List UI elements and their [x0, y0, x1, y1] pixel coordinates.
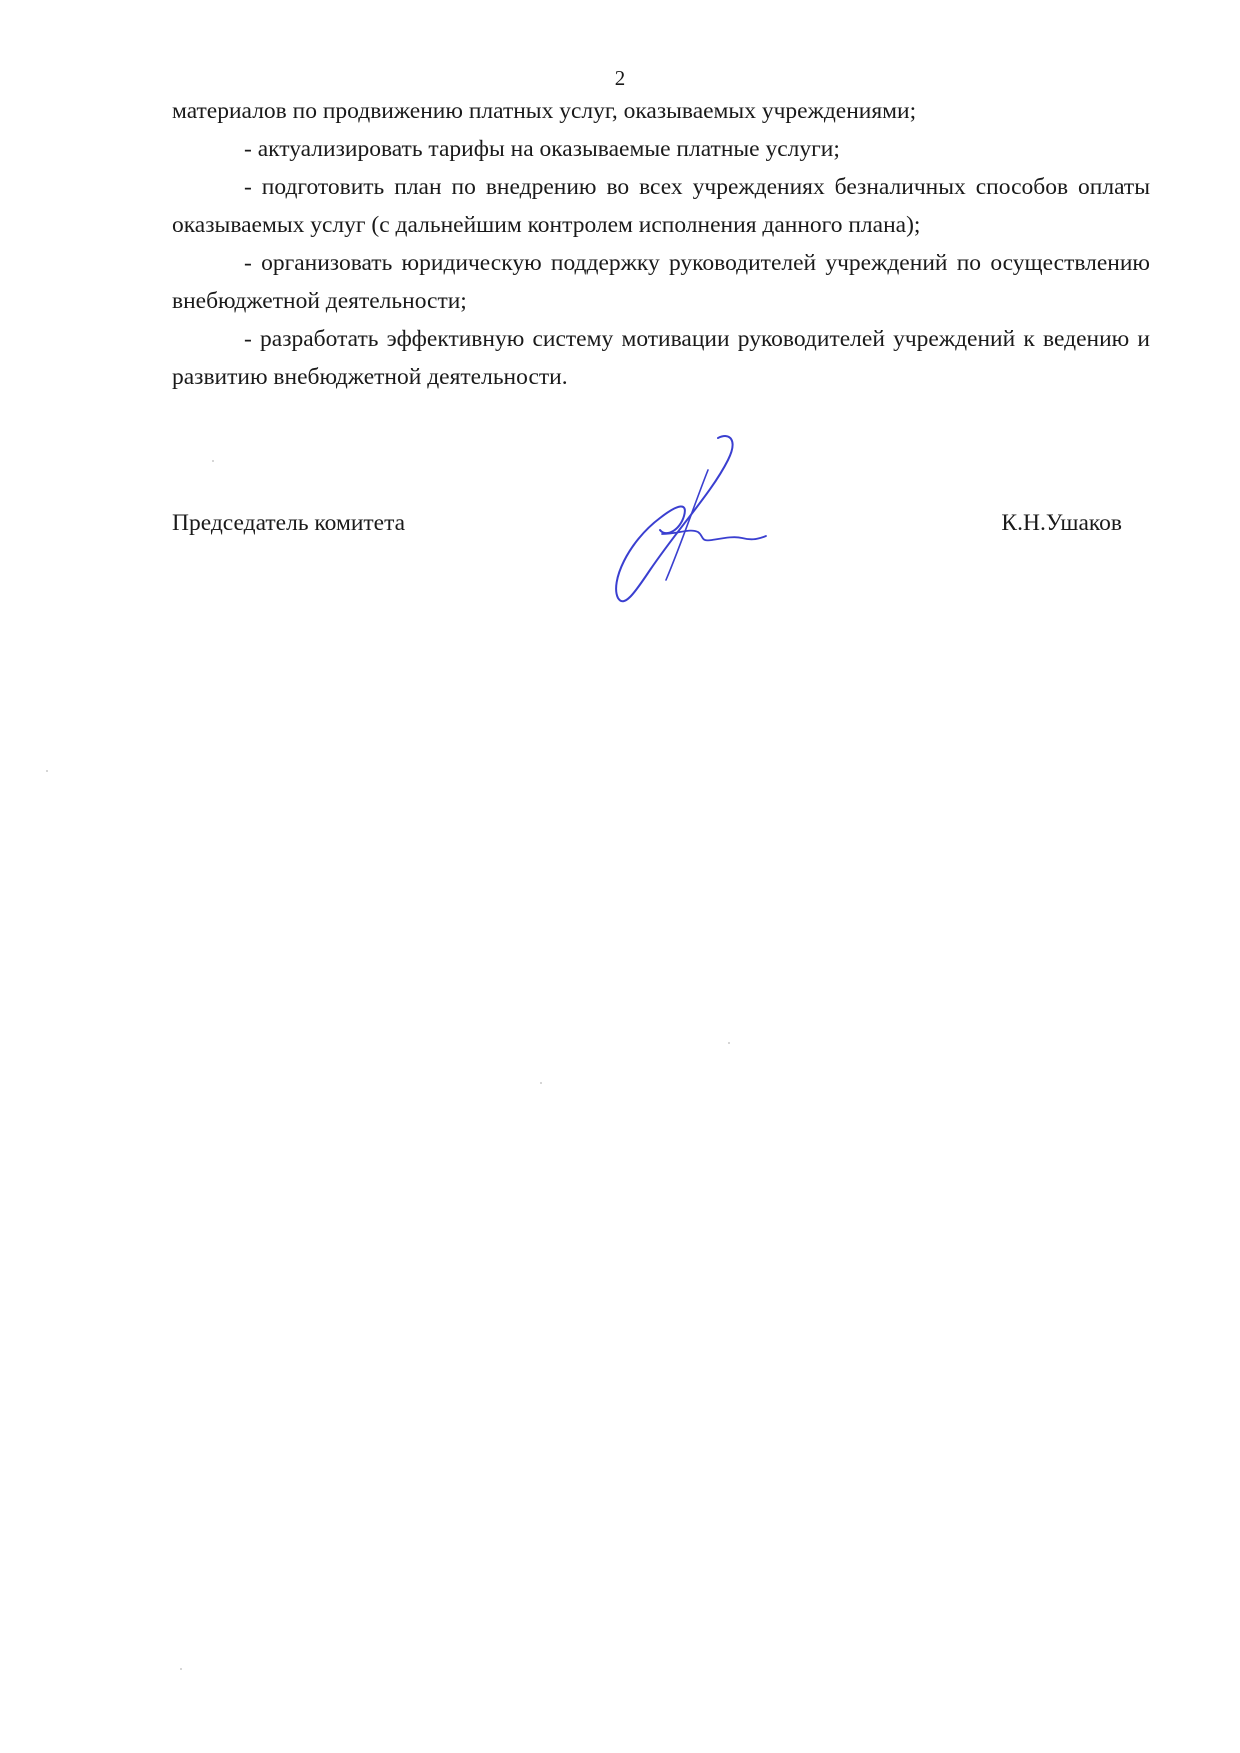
scan-speck	[46, 770, 48, 772]
signature-block	[172, 510, 1122, 550]
list-item-motivation-system: - разработать эффективную систему мотивации руководителей учреждений к ведению и развитию внебюджетной деятельности.	[172, 326, 1150, 390]
scan-speck	[180, 1668, 182, 1670]
list-item-cashless-plan: - подготовить план по внедрению во всех учреждениях безналичных способов оплаты оказываемых услуг (с дальнейшим контролем исполнения данного плана);	[172, 174, 1150, 238]
scan-speck	[212, 460, 214, 462]
page-number: 2	[614, 66, 626, 90]
scan-speck	[540, 1082, 542, 1084]
scan-speck	[728, 1042, 730, 1044]
list-item-update-tariffs: - актуализировать тарифы на оказываемые платные услуги;	[244, 136, 840, 162]
body-text	[172, 92, 1150, 396]
paragraph-continuation: материалов по продвижению платных услуг, оказываемых учреждениями;	[172, 98, 917, 124]
list-item-legal-support: - организовать юридическую поддержку руководителей учреждений по осуществлению внебюджетной деятельности;	[172, 250, 1150, 314]
signer-name: К.Н.Ушаков	[1001, 510, 1122, 536]
signer-title: Председатель комитета	[172, 510, 406, 536]
